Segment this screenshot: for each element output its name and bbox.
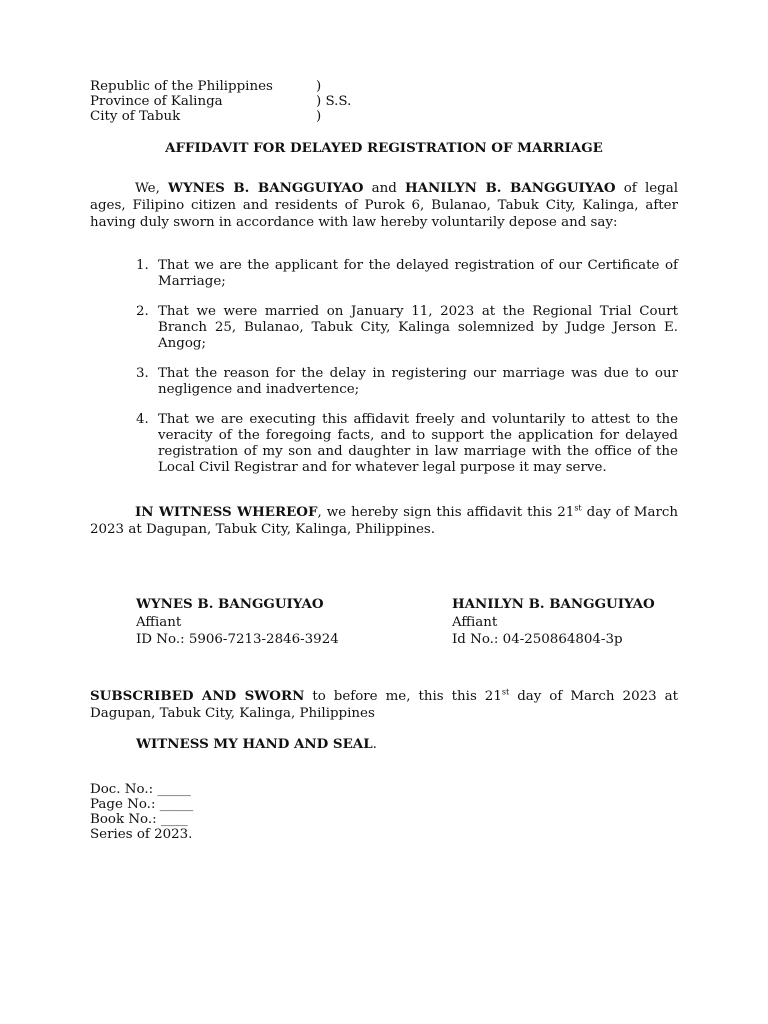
item-text: That the reason for the delay in registering our marriage was due to our negligence and inadvertence; [158, 366, 678, 397]
signature-block-2 [452, 596, 712, 649]
signatory-name: HANILYN B. BANGGUIYAO [452, 596, 655, 612]
signatory-id: ID No.: 5906-7213-2846-3924 [136, 632, 339, 647]
item-number: 3. [136, 366, 149, 381]
list-item [136, 304, 678, 352]
venue-text: Republic of the Philippines [90, 79, 273, 94]
item-number: 4. [136, 412, 149, 427]
document-title: AFFIDAVIT FOR DELAYED REGISTRATION OF MARRIAGE [165, 140, 603, 156]
intro-and: and [363, 181, 405, 196]
venue-line [90, 94, 390, 109]
item-number: 1. [136, 258, 149, 273]
signature-block-1 [136, 596, 396, 649]
affiant-name-2: HANILYN B. BANGGUIYAO [404, 180, 616, 196]
doc-number: Doc. No.: _____ [90, 782, 191, 797]
jurat-paragraph [90, 688, 678, 723]
witness-paragraph [90, 504, 678, 539]
intro-we: We, [135, 181, 169, 196]
jurat-text-end: day of March 2023 at Dagupan, Tabuk City, Kalinga, Philippines [90, 689, 678, 721]
venue-text: City of Tabuk [90, 109, 181, 124]
venue-mark: ) [316, 79, 322, 94]
item-text: That we are executing this affidavit freely and voluntarily to attest to the veracity of the foregoing facts, and to support the application for delayed registration of my son and daughter in law marriage with the office of the Local Civil Registrar and for whatever legal purpose it may serve. [158, 412, 678, 475]
witness-lead: IN WITNESS WHEREOF [135, 504, 318, 520]
affiant-name-1: WYNES B. BANGGUIYAO [168, 180, 364, 196]
series-year: Series of 2023. [90, 827, 193, 842]
venue-mark: ) S.S. [316, 94, 352, 109]
venue-text: Province of Kalinga [90, 94, 223, 109]
book-number: Book No.: ____ [90, 812, 188, 827]
signatory-role: Affiant [452, 614, 498, 630]
hand-seal-text: WITNESS MY HAND AND SEAL [136, 736, 373, 752]
hand-and-seal-line [136, 736, 377, 753]
jurat-lead: SUBSCRIBED AND SWORN [90, 688, 305, 704]
signatory-name: WYNES B. BANGGUIYAO [136, 596, 324, 612]
venue-line [90, 79, 390, 94]
venue-header [90, 79, 390, 124]
intro-rest: of legal ages, Filipino citizen and residents of Purok 6, Bulanao, Tabuk City, Kalinga, after having duly sworn in accordance with law hereby voluntarily depose and say: [90, 181, 678, 230]
witness-text-end: day of March 2023 at Dagupan, Tabuk City, Kalinga, Philippines. [90, 505, 678, 537]
list-item [136, 366, 678, 398]
hand-seal-period: . [372, 737, 377, 752]
jurat-ordinal: st [501, 687, 510, 697]
witness-text: , we hereby sign this affidavit this 21 [317, 505, 575, 520]
jurat-text: to before me, this this 21 [304, 689, 502, 704]
signatory-id: Id No.: 04-250864804-3p [452, 632, 623, 647]
item-text: That we are the applicant for the delayed registration of our Certificate of Marriage; [158, 258, 678, 289]
signatory-role: Affiant [136, 614, 182, 630]
list-item [136, 258, 678, 290]
witness-ordinal: st [574, 503, 582, 513]
intro-paragraph [90, 180, 678, 231]
item-number: 2. [136, 304, 149, 319]
item-text: That we were married on January 11, 2023 at the Regional Trial Court Branch 25, Bulanao, Tabuk City, Kalinga solemnized by Judge Jerson E. Angog; [158, 304, 678, 351]
venue-mark: ) [316, 109, 322, 124]
list-item [136, 412, 678, 476]
page-number: Page No.: _____ [90, 797, 194, 812]
notarial-record [90, 782, 193, 842]
venue-line [90, 109, 390, 124]
